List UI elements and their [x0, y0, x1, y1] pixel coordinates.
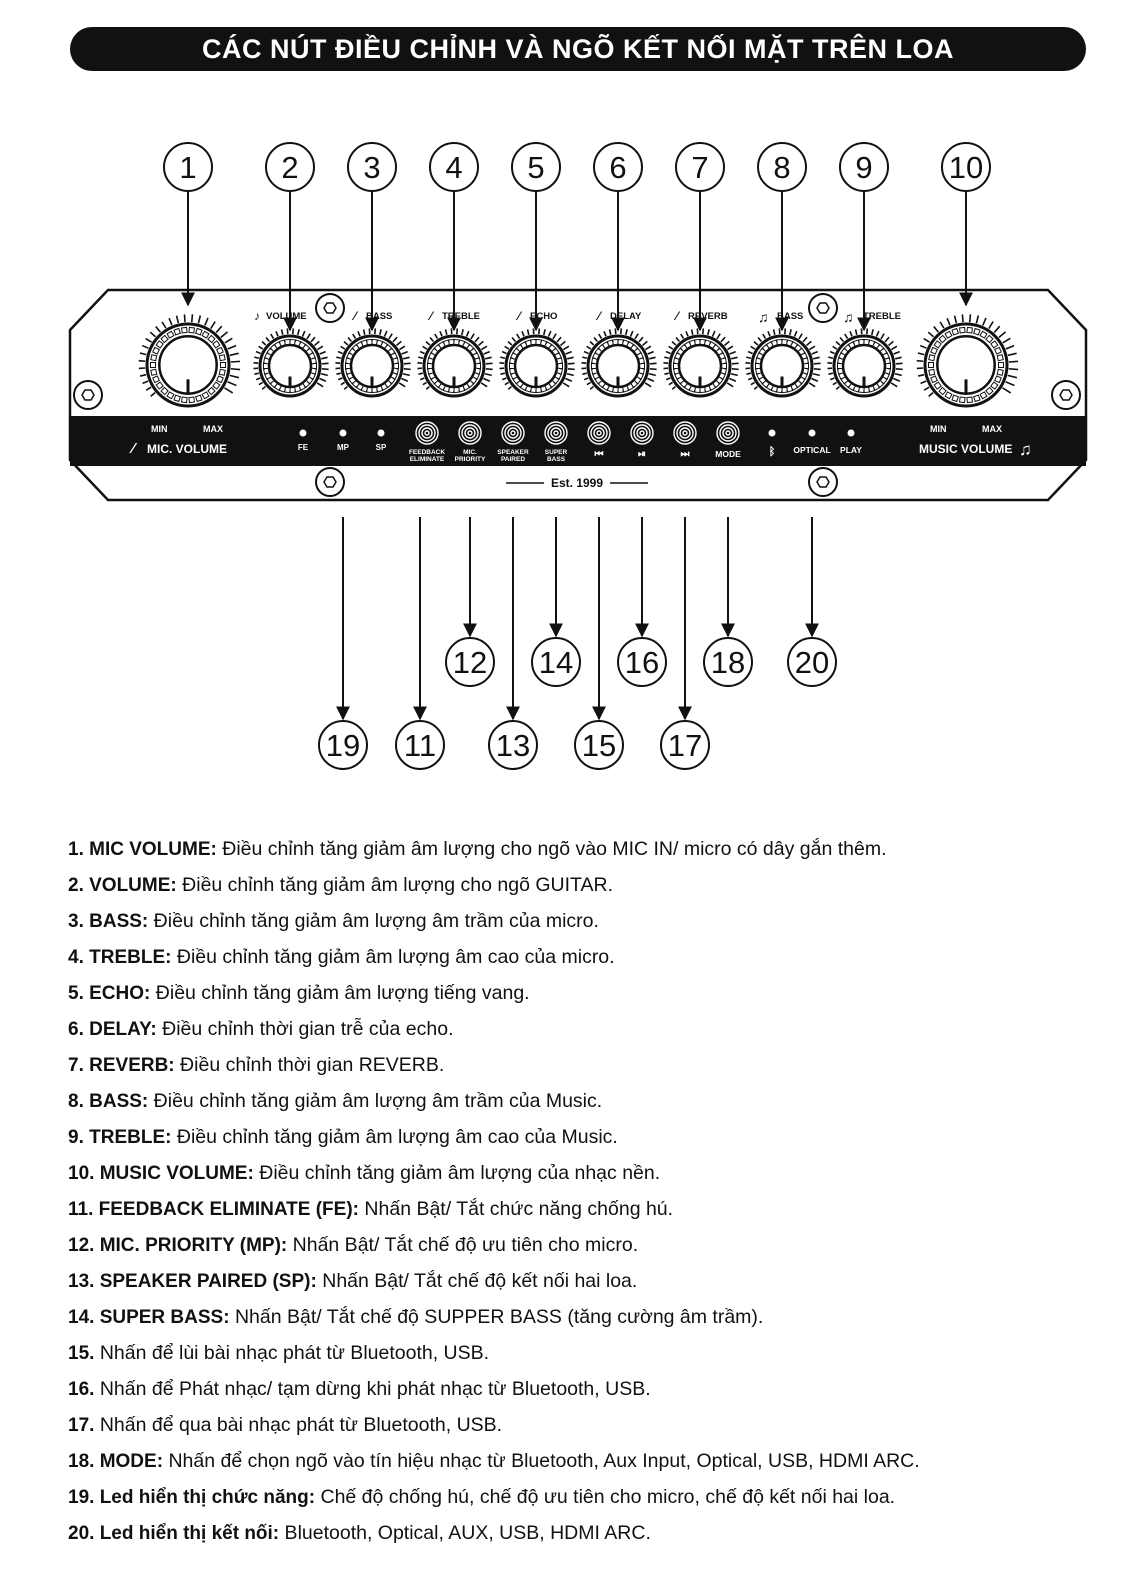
- description-text: Nhấn Bật/ Tắt chức năng chống hú.: [359, 1198, 674, 1220]
- led-mp-label: MP: [337, 443, 349, 452]
- description-item: [68, 1122, 1098, 1158]
- callout-19: [319, 517, 367, 769]
- knob-label-mic-treble: TREBLE: [442, 311, 480, 322]
- callout-9-number: 9: [855, 150, 873, 185]
- description-text: Điều chỉnh tăng giảm âm lượng tiếng vang.: [150, 982, 530, 1004]
- music-min-label: MIN: [930, 424, 947, 434]
- description-text: Nhấn để lùi bài nhạc phát từ Bluetooth, USB.: [94, 1342, 490, 1364]
- description-term: 12. MIC. PRIORITY (MP):: [68, 1235, 288, 1256]
- description-text: Điều chỉnh tăng giảm âm lượng âm cao của micro.: [171, 946, 615, 968]
- screw-icon: [809, 294, 837, 322]
- mic-icon: ⁄: [354, 309, 357, 323]
- description-text: Điều chỉnh tăng giảm âm lượng cho ngõ vào MIC IN/ micro có dây gắn thêm.: [216, 838, 887, 860]
- description-item: [68, 1338, 1098, 1374]
- callout-18: [704, 517, 752, 686]
- description-term: 14. SUPER BASS:: [68, 1307, 230, 1328]
- description-term: 6. DELAY:: [68, 1019, 157, 1040]
- callout-13-number: 13: [495, 728, 531, 763]
- description-item: [68, 834, 1098, 870]
- callout-12-number: 12: [452, 645, 488, 680]
- description-item: [68, 1302, 1098, 1338]
- led-sp-label: SP: [375, 443, 387, 452]
- description-text: Điều chỉnh tăng giảm âm lượng âm cao của Music.: [171, 1126, 618, 1148]
- description-item: [68, 1158, 1098, 1194]
- page-banner-title: CÁC NÚT ĐIỀU CHỈNH VÀ NGÕ KẾT NỐI MẶT TRÊN LOA: [70, 27, 1086, 71]
- callout-7-number: 7: [691, 150, 709, 185]
- led-bluetooth: [769, 430, 776, 437]
- description-term: 7. REVERB:: [68, 1055, 175, 1076]
- description-item: [68, 870, 1098, 906]
- description-term: 17.: [68, 1415, 95, 1436]
- mic-icon: ⁄: [598, 309, 601, 323]
- description-text: Điều chỉnh tăng giảm âm lượng âm trầm của Music.: [148, 1090, 603, 1112]
- btn-feedback-label-2: ELIMINATE: [409, 456, 445, 463]
- description-term: 10. MUSIC VOLUME:: [68, 1163, 254, 1184]
- description-term: 13. SPEAKER PAIRED (SP):: [68, 1271, 317, 1292]
- description-item: [68, 1086, 1098, 1122]
- description-text: Nhấn Bật/ Tắt chế độ ưu tiên cho micro.: [287, 1234, 639, 1256]
- description-term: 11. FEEDBACK ELIMINATE (FE):: [68, 1199, 359, 1220]
- description-item: [68, 1230, 1098, 1266]
- callout-18-number: 18: [710, 645, 746, 680]
- callout-1-number: 1: [179, 150, 197, 185]
- knob-label-echo: ECHO: [530, 311, 558, 322]
- description-item: [68, 1050, 1098, 1086]
- btn-super-bass-label: SUPER: [544, 449, 568, 456]
- description-text: Điều chỉnh tăng giảm âm lượng cho ngõ GUITAR.: [176, 874, 613, 896]
- mic-min-label: MIN: [151, 424, 168, 434]
- knob-label-music-treble: TREBLE: [863, 311, 901, 322]
- callout-20-number: 20: [794, 645, 830, 680]
- description-term: 4. TREBLE:: [68, 947, 172, 968]
- description-text: Nhấn để Phát nhạc/ tạm dừng khi phát nhạc từ Bluetooth, USB.: [94, 1378, 651, 1400]
- callout-11: [396, 517, 444, 769]
- callout-12: [446, 517, 494, 686]
- play-pause-icon: ⏯: [638, 449, 646, 460]
- mic-icon: ⁄: [132, 440, 135, 457]
- previous-track-icon: ⏮: [594, 449, 604, 460]
- description-text: Bluetooth, Optical, AUX, USB, HDMI ARC.: [279, 1522, 651, 1544]
- description-item: [68, 1014, 1098, 1050]
- knob-label-mic-bass: BASS: [366, 311, 393, 322]
- music-note-icon: ♫: [843, 309, 854, 325]
- mic-max-label: MAX: [203, 424, 223, 434]
- mic-volume-label: MIC. VOLUME: [147, 442, 227, 456]
- next-track-icon: ⏭: [680, 449, 690, 460]
- screw-icon: [316, 294, 344, 322]
- callout-8-number: 8: [773, 150, 791, 185]
- description-item: [68, 1374, 1098, 1410]
- description-term: 19. Led hiển thị chức năng:: [68, 1487, 316, 1508]
- description-term: 9. TREBLE:: [68, 1127, 172, 1148]
- callout-10: [942, 143, 990, 305]
- led-sp: [378, 430, 385, 437]
- description-item: [68, 1482, 1098, 1518]
- knob-label-music-bass: BASS: [777, 311, 804, 322]
- led-optical-label: OPTICAL: [793, 445, 831, 455]
- description-item: [68, 906, 1098, 942]
- callout-5-number: 5: [527, 150, 545, 185]
- music-note-icon: ♫: [1019, 440, 1032, 459]
- callout-11-number: 11: [403, 728, 437, 763]
- callout-3-number: 3: [363, 150, 381, 185]
- description-item: [68, 1194, 1098, 1230]
- knob-label-reverb: REVERB: [688, 311, 728, 322]
- description-text: Nhấn để qua bài nhạc phát từ Bluetooth, USB.: [94, 1414, 503, 1436]
- est-label: Est. 1999: [550, 476, 604, 490]
- description-item: [68, 1266, 1098, 1302]
- panel-outline: [70, 290, 1086, 500]
- screw-icon: [316, 468, 344, 496]
- description-text: Điều chỉnh tăng giảm âm lượng của nhạc nền.: [253, 1162, 661, 1184]
- description-list: [68, 834, 1098, 1554]
- description-text: Nhấn để chọn ngõ vào tín hiệu nhạc từ Bluetooth, Aux Input, Optical, USB, HDMI ARC.: [163, 1450, 920, 1472]
- callout-17: [661, 517, 709, 769]
- btn-speaker-paired-label: SPEAKER: [497, 449, 529, 456]
- mic-icon: ⁄: [518, 309, 521, 323]
- description-term: 15.: [68, 1343, 95, 1364]
- btn-super-bass-label-2: BASS: [546, 456, 566, 463]
- description-text: Chế độ chống hú, chế độ ưu tiên cho micro, chế độ kết nối hai loa.: [315, 1486, 896, 1508]
- description-text: Nhấn Bật/ Tắt chế độ SUPPER BASS (tăng cường âm trầm).: [229, 1306, 764, 1328]
- description-item: [68, 1410, 1098, 1446]
- btn-feedback-label: FEEDBACK: [408, 449, 446, 456]
- mic-icon: ⁄: [676, 309, 679, 323]
- callout-6-number: 6: [609, 150, 627, 185]
- description-text: Nhấn Bật/ Tắt chế độ kết nối hai loa.: [316, 1270, 638, 1292]
- music-max-label: MAX: [982, 424, 1002, 434]
- knob-label-volume: VOLUME: [266, 311, 307, 322]
- guitar-icon: ♪: [254, 309, 260, 323]
- description-item: [68, 978, 1098, 1014]
- callout-19-number: 19: [325, 728, 361, 763]
- led-fe-label: FE: [297, 443, 309, 452]
- callout-15: [575, 517, 623, 769]
- screw-icon: [74, 381, 102, 409]
- description-term: 3. BASS:: [68, 911, 149, 932]
- callout-16-number: 16: [624, 645, 660, 680]
- bluetooth-icon: ᛒ: [768, 446, 776, 458]
- description-term: 8. BASS:: [68, 1091, 149, 1112]
- description-text: Điều chỉnh tăng giảm âm lượng âm trầm của micro.: [148, 910, 599, 932]
- callout-16: [618, 517, 666, 686]
- callout-14: [532, 517, 580, 686]
- description-term: 2. VOLUME:: [68, 875, 177, 896]
- knob-label-delay: DELAY: [610, 311, 642, 322]
- btn-mic-priority-label-2: PRIORITY: [454, 456, 486, 463]
- led-play: [848, 430, 855, 437]
- callout-10-number: 10: [948, 150, 984, 185]
- mic-icon: ⁄: [430, 309, 433, 323]
- led-fe: [300, 430, 307, 437]
- callout-15-number: 15: [581, 728, 617, 763]
- music-volume-label: MUSIC VOLUME: [919, 442, 1013, 456]
- screw-icon: [1052, 381, 1080, 409]
- description-term: 18. MODE:: [68, 1451, 164, 1472]
- callout-14-number: 14: [538, 645, 574, 680]
- description-item: [68, 1518, 1098, 1554]
- callout-17-number: 17: [667, 728, 703, 763]
- callout-1: [164, 143, 212, 305]
- description-term: 1. MIC VOLUME:: [68, 839, 217, 860]
- description-term: 20. Led hiển thị kết nối:: [68, 1523, 280, 1544]
- description-term: 16.: [68, 1379, 95, 1400]
- callout-4-number: 4: [445, 150, 463, 185]
- description-term: 5. ECHO:: [68, 983, 151, 1004]
- btn-mode-label: MODE: [715, 449, 741, 459]
- description-text: Điều chỉnh thời gian trễ của echo.: [156, 1018, 454, 1040]
- description-text: Điều chỉnh thời gian REVERB.: [174, 1054, 445, 1076]
- callout-20: [788, 517, 836, 686]
- led-mp: [340, 430, 347, 437]
- callout-13: [489, 517, 537, 769]
- description-item: [68, 942, 1098, 978]
- led-play-label: PLAY: [840, 445, 862, 455]
- screw-icon: [809, 468, 837, 496]
- description-item: [68, 1446, 1098, 1482]
- callout-2-number: 2: [281, 150, 299, 185]
- btn-speaker-paired-label-2: PAIRED: [500, 456, 526, 463]
- music-note-icon: ♫: [758, 309, 769, 325]
- led-optical: [809, 430, 816, 437]
- btn-mic-priority-label: MIC.: [463, 449, 477, 456]
